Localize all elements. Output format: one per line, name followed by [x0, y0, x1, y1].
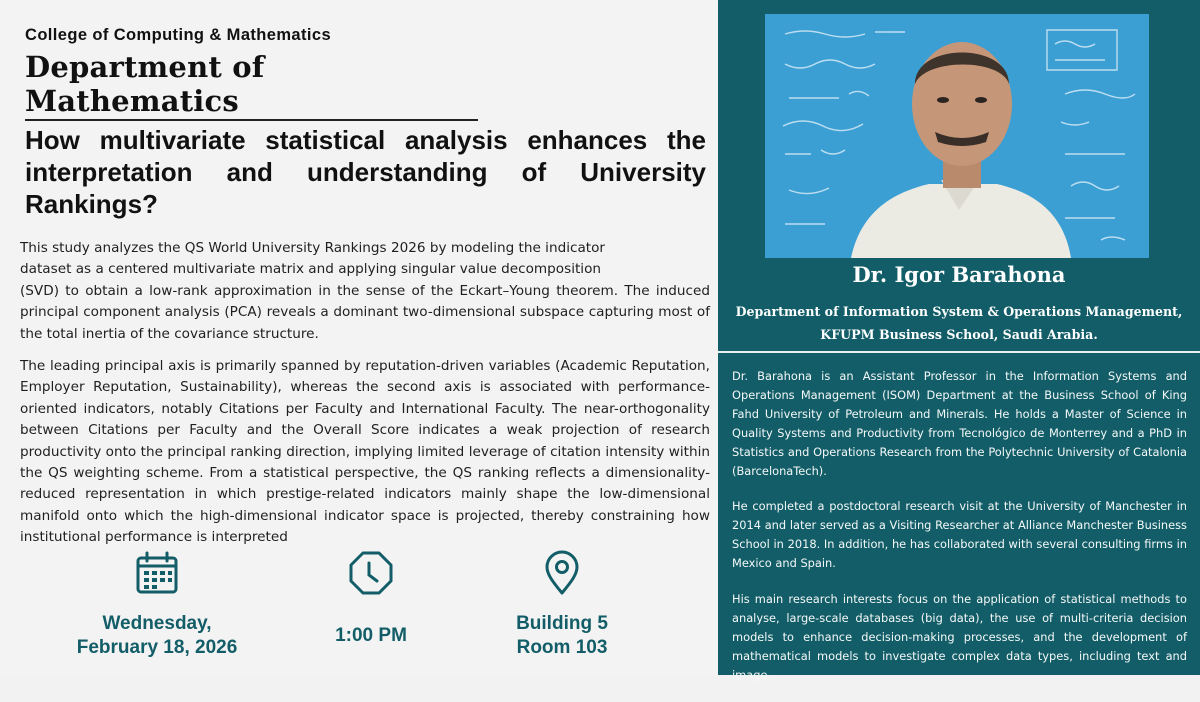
date-weekday: Wednesday, [102, 613, 212, 634]
speaker-name: Dr. Igor Barahona [852, 262, 1066, 287]
speaker-photo [765, 14, 1149, 258]
bio-paragraph-1: Dr. Barahona is an Assistant Professor in the Information Systems and Operations Management (ISOM) Department at the Business School of King Fahd University of Petroleum and Minerals. He holds a Master of Science in Quality Systems and Productivity from Tecnológico de Monterrey and a PhD in Statistics and Operations Research from the Polytechnic University of Catalonia (BarcelonaTech). [732, 369, 1187, 478]
speaker-affiliation [718, 300, 1200, 346]
affiliation-line-2: KFUPM Business School, Saudi Arabia. [820, 327, 1098, 342]
bio-paragraph-3: His main research interests focus on the application of statistical methods to analyse, large-scale databases (big data), the use of multi-criteria decision models to enhance decision-making processes, and the development of mathematical models to investigate complex data types, including text and image. [732, 592, 1187, 682]
department-title: Department of Mathematics [25, 50, 478, 121]
building-text: Building 5 [516, 613, 608, 634]
event-location [462, 550, 662, 660]
abstract-paragraph-1 [20, 238, 710, 345]
abstract-rest: (SVD) to obtain a low-rank approximation in the sense of the Eckart–Young theorem. The induced principal component analysis (PCA) reveals a dominant two-dimensional subspace capturing most of the total inertia of the covariance structure. [20, 282, 710, 342]
talk-title: How multivariate statistical analysis enhances the interpretation and understanding of University Rankings? [25, 125, 706, 219]
time-text: 1:00 PM [335, 625, 407, 646]
speaker-bio [732, 367, 1187, 702]
date-full: February 18, 2026 [76, 637, 238, 658]
talk-abstract [20, 238, 710, 560]
calendar-icon [134, 550, 180, 596]
college-name: College of Computing & Mathematics [25, 26, 332, 44]
clock-icon [348, 550, 394, 596]
event-date [57, 550, 257, 660]
event-time [271, 550, 471, 648]
panel-divider [718, 351, 1200, 353]
bio-paragraph-2: He completed a postdoctoral research visit at the University of Manchester in 2014 and later served as a Visiting Researcher at Alliance Manchester Business School in 2018. In addition, he has collaborated with several consulting firms in Mexico and Spain. [732, 499, 1187, 571]
abstract-line-2: dataset as a centered multivariate matrix and applying singular value decomposition [20, 261, 602, 278]
affiliation-line-1: Department of Information System & Operations Management, [735, 304, 1183, 319]
abstract-paragraph-2: The leading principal axis is primarily spanned by reputation-driven variables (Academic Reputation, Employer Reputation, Sustainability), whereas the second axis is associated with performance-oriented indicators, notably Citations per Faculty and International Faculty. The near-orthogonality between Citations per Faculty and the Overall Score indicates a weak projection of research productivity onto the principal ranking direction, implying limited leverage of citation intensity within the QS weighting scheme. From a statistical perspective, the QS ranking reflects a dimensionality-reduced representation in which prestige-related indicators mainly shape the low-dimensional manifold onto which the high-dimensional indicator space is projected, thereby constraining how institutional performance is interpreted [20, 358, 710, 546]
room-text: Room 103 [516, 637, 608, 658]
abstract-line-1: This study analyzes the QS World University Rankings 2026 by modeling the indicator [20, 240, 606, 256]
speaker-panel [718, 0, 1200, 682]
location-pin-icon [539, 550, 585, 596]
